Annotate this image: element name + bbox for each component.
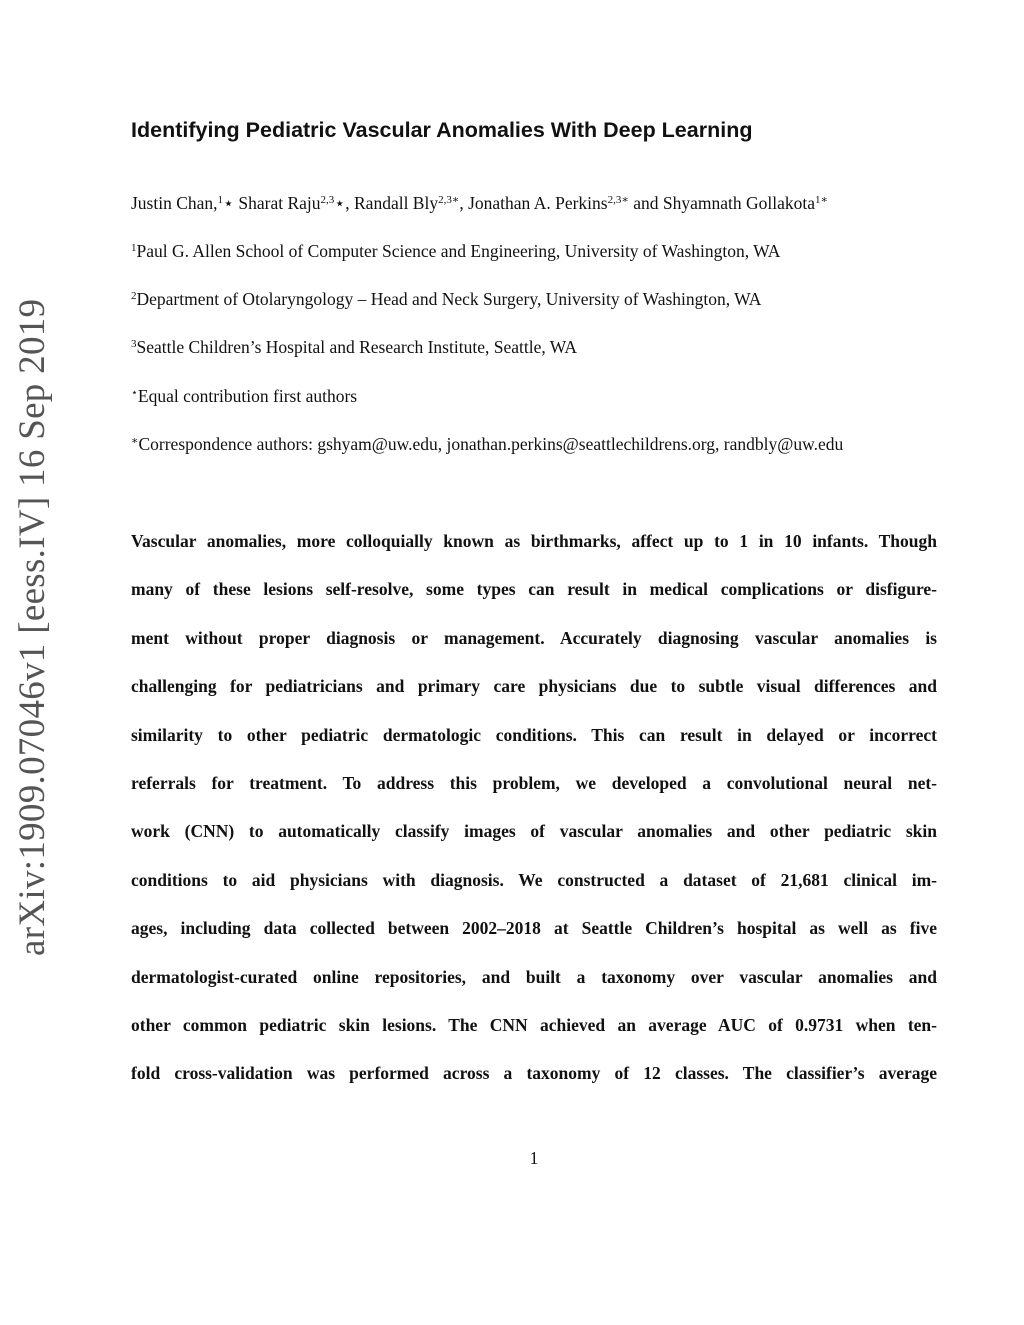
abstract-line: challenging for pediatricians and primary care physicians due to subtle visual differences and xyxy=(131,676,937,697)
abstract-line: work (CNN) to automatically classify images of vascular anomalies and other pediatric skin xyxy=(131,821,937,842)
author-affiliation-mark: 1∗ xyxy=(815,194,828,206)
affiliation xyxy=(131,240,780,262)
note-text: Correspondence authors: gshyam@uw.edu, jonathan.perkins@seattlechildrens.org, randbly@uw.edu xyxy=(138,434,844,454)
abstract-line: ment without proper diagnosis or management. Accurately diagnosing vascular anomalies is xyxy=(131,627,937,648)
note-mark: ∗ xyxy=(131,435,139,447)
affiliation-mark: 1 xyxy=(131,242,137,254)
arxiv-identifier-sidebar: arXiv:1909.07046v1 [eess.IV] 16 Sep 2019 xyxy=(12,298,53,956)
abstract-line: ages, including data collected between 2002–2018 at Seattle Children’s hospital as well as five xyxy=(131,918,937,939)
correspondence-note xyxy=(131,433,843,455)
abstract-line: fold cross-validation was performed across a taxonomy of 12 classes. The classifier’s average xyxy=(131,1063,937,1084)
author-separator: , xyxy=(345,193,354,213)
abstract-line: similarity to other pediatric dermatologic conditions. This can result in delayed or incorrect xyxy=(131,724,937,745)
abstract xyxy=(131,524,937,1105)
abstract-line: dermatologist-curated online repositories, and built a taxonomy over vascular anomalies and xyxy=(131,966,937,987)
author-name: Sharat Raju xyxy=(238,193,321,213)
abstract-line: conditions to aid physicians with diagnosis. We constructed a dataset of 21,681 clinical im- xyxy=(131,869,937,890)
affiliation xyxy=(131,288,761,310)
equal-contribution-mark: ⋆ xyxy=(223,193,235,213)
note-mark: ⋆ xyxy=(131,387,138,399)
author-affiliation-mark: 2,3 xyxy=(320,194,335,206)
author-separator: , xyxy=(459,193,469,213)
affiliation-text: Paul G. Allen School of Computer Science and Engineering, University of Washington, WA xyxy=(136,241,781,261)
abstract-line: Vascular anomalies, more colloquially known as birthmarks, affect up to 1 in 10 infants. Though xyxy=(131,531,937,551)
paper-title: Identifying Pediatric Vascular Anomalies With Deep Learning xyxy=(131,118,753,142)
author-affiliation-mark: 2,3∗ xyxy=(607,194,629,206)
equal-contribution-mark: ⋆ xyxy=(334,193,346,213)
author-separator: and xyxy=(628,193,663,213)
affiliation-mark: 3 xyxy=(131,338,137,350)
abstract-line: referrals for treatment. To address this problem, we developed a convolutional neural net- xyxy=(131,772,937,793)
page-number: 1 xyxy=(529,1148,539,1168)
author-name: Shyamnath Gollakota xyxy=(662,193,815,213)
abstract-line: other common pediatric skin lesions. The CNN achieved an average AUC of 0.9731 when ten- xyxy=(131,1014,937,1035)
author-name: Jonathan A. Perkins xyxy=(468,193,608,213)
author-name: Justin Chan, xyxy=(131,193,218,213)
note-text: Equal contribution first authors xyxy=(137,386,358,406)
affiliation xyxy=(131,336,577,358)
author-list xyxy=(131,192,828,214)
affiliation-text: Seattle Children’s Hospital and Research Institute, Seattle, WA xyxy=(136,337,577,357)
author-affiliation-mark: 2,3∗ xyxy=(438,194,460,206)
affiliation-mark: 2 xyxy=(131,290,137,302)
abstract-line: many of these lesions self-resolve, some types can result in medical complications or disfigure- xyxy=(131,579,937,600)
author-affiliation-mark: 1 xyxy=(217,194,224,206)
author-name: Randall Bly xyxy=(354,193,439,213)
equal-contribution-note xyxy=(131,385,357,407)
affiliation-text: Department of Otolaryngology – Head and Neck Surgery, University of Washington, WA xyxy=(136,289,762,309)
